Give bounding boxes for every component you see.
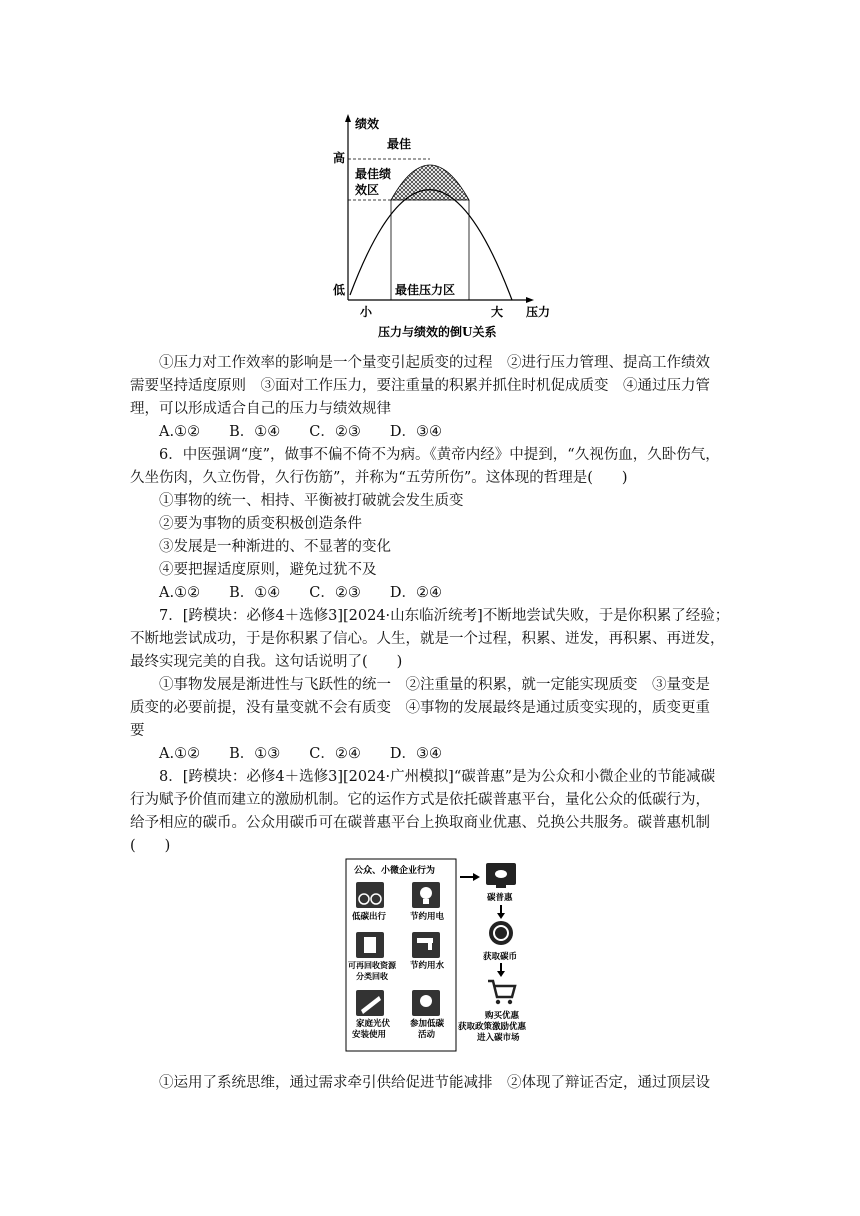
y-low-label: 低 [333, 283, 346, 297]
q5-statements-2: 需要坚持适度原则 ③面对工作压力，要注重量的积累并抓住时机促成质变 ④通过压力管 [130, 378, 710, 394]
arrow-down-icon-2 [497, 971, 505, 977]
carbon-inclusion-figure [340, 855, 560, 1055]
q6-statement-4: ④要把握适度原则，避免过犹不及 [159, 562, 377, 578]
item-label: 可再回收资源 [348, 960, 396, 970]
item-label: 节约用电 [410, 912, 445, 922]
coin-icon [489, 921, 513, 945]
arrow-down-icon [497, 913, 505, 919]
item-label: 分类回收 [356, 971, 388, 981]
item-label: 参加低碳 [410, 1019, 445, 1029]
item-label: 活动 [418, 1030, 436, 1040]
bike-icon [356, 882, 384, 908]
optimal-zone [391, 165, 469, 200]
q7-stem-1: 7．[跨模块：必修4＋选修3][2024·山东临沂统考]不断地尝试失败，于是你积累了经验； [159, 608, 730, 624]
water-tap-icon [412, 932, 440, 958]
q8-stem-2: 行为赋予价值而建立的激励机制。它的运作方式是依托碳普惠平台，量化公众的低碳行为， [130, 792, 710, 808]
flow-step-1: 碳普惠 [487, 893, 513, 903]
zone-label-2: 效区 [355, 183, 380, 197]
hand-leaf-icon [412, 990, 440, 1016]
solar-panel-icon [356, 990, 384, 1016]
y-axis-arrow-icon [345, 114, 351, 122]
q7-statements-1: ①事物发展是渐进性与飞跃性的统一 ②注重量的积累，就一定能实现质变 ③量变是 [159, 677, 710, 693]
q6-statement-3: ③发展是一种渐进的、不显著的变化 [159, 539, 391, 555]
arrow-right-icon [473, 873, 480, 881]
lightbulb-icon [412, 882, 440, 908]
q5-statements-3: 理，可以形成适合自己的压力与绩效规律 [130, 401, 391, 417]
flow-step-5: 进入碳市场 [477, 1033, 520, 1043]
figure-caption: 压力与绩效的倒U关系 [378, 325, 497, 339]
shopping-cart-icon [488, 981, 515, 1004]
q6-statement-2: ②要为事物的质变积极创造条件 [159, 516, 362, 532]
y-axis-label: 绩效 [355, 117, 380, 131]
q6-stem-2: 久坐伤肉，久立伤骨，久行伤筋”，并称为“五劳所伤”。这体现的哲理是( ) [130, 470, 628, 486]
q6-statement-1: ①事物的统一、相持、平衡被打破就会发生质变 [159, 493, 464, 509]
q6-stem-1: 6．中医强调“度”，做事不偏不倚不为病。《黄帝内经》中提到，“久视伤血，久卧伤气， [159, 447, 720, 463]
x-axis-label: 压力 [526, 305, 551, 319]
x-large-label: 大 [491, 305, 504, 319]
q7-stem-2: 不断地尝试成功，于是你积累了信心。人生，就是一个过程，积累、迸发，再积累、再迸发， [130, 631, 725, 647]
pressure-performance-figure [300, 110, 580, 350]
q7-options: A.①② B．①③ C．②④ D．③④ [159, 746, 442, 762]
y-high-label: 高 [333, 151, 346, 165]
item-label: 家庭光伏 [356, 1019, 391, 1029]
item-label: 低碳出行 [352, 912, 387, 922]
q7-statements-2: 质变的必要前提，没有量变就不会有质变 ④事物的发展最终是通过质变实现的，质变更重 [130, 700, 710, 716]
q6-options: A.①② B．①④ C．②③ D．②④ [159, 585, 442, 601]
recycle-bin-icon [356, 932, 384, 958]
zone-label-1: 最佳绩 [355, 167, 392, 181]
q8-statement-1: ①运用了系统思维，通过需求牵引供给促进节能减排 ②体现了辩证否定，通过顶层设 [159, 1075, 710, 1091]
flow-step-2: 获取碳币 [483, 952, 518, 962]
q7-stem-3: 最终实现完美的自我。这句话说明了( ) [130, 654, 403, 670]
flow-step-3: 购买优惠 [485, 1011, 520, 1021]
item-label: 节约用水 [410, 961, 445, 971]
x-axis-arrow-icon [526, 297, 534, 303]
pressure-zone-label: 最佳压力区 [395, 283, 456, 297]
q5-options: A.①② B．①④ C．②③ D．③④ [159, 424, 442, 440]
x-small-label: 小 [360, 305, 373, 319]
flow-step-4: 获取政策激励优惠 [458, 1022, 527, 1032]
q8-stem-3: 给予相应的碳币。公众用碳币可在碳普惠平台上换取商业优惠、兑换公共服务。碳普惠机制 [130, 815, 710, 831]
q8-stem-1: 8．[跨模块：必修4＋选修3][2024·广州模拟]“碳普惠”是为公众和小微企业的节能减碳 [159, 769, 716, 785]
item-label: 安装使用 [352, 1030, 387, 1040]
q8-stem-4: ( ) [130, 838, 171, 854]
monitor-icon [486, 863, 516, 888]
q7-statements-3: 要 [130, 723, 145, 739]
peak-label: 最佳 [387, 137, 412, 151]
box-title: 公众、小微企业行为 [354, 866, 436, 876]
q5-statements: ①压力对工作效率的影响是一个量变引起质变的过程 ②进行压力管理、提高工作绩效 [159, 355, 710, 371]
